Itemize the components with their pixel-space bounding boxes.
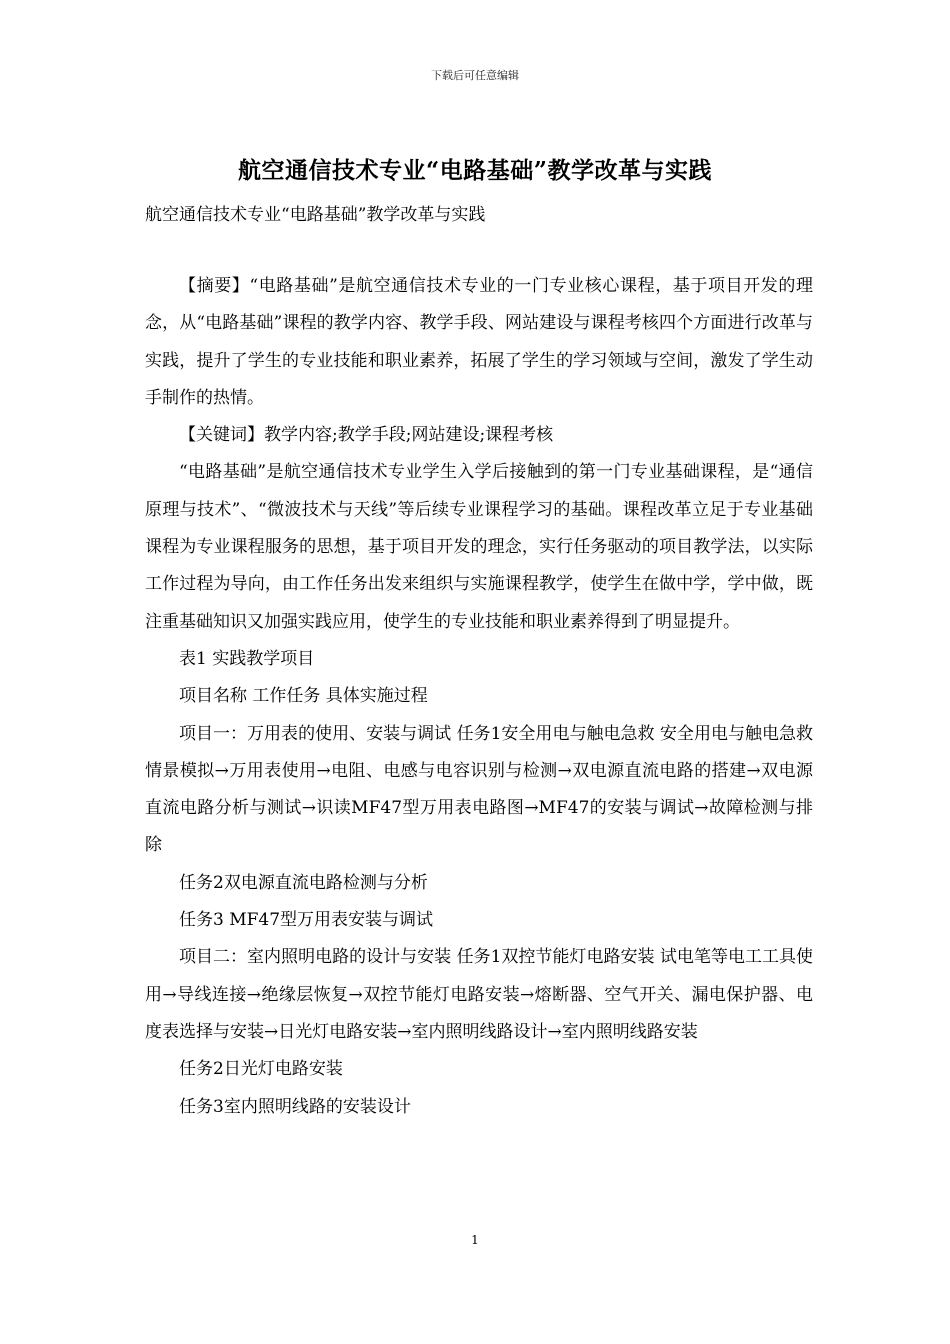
project-one-paragraph: 项目一：万用表的使用、安装与调试 任务1安全用电与触电急救 安全用电与触电急救情景模拟→万用表使用→电阻、电感与电容识别与检测→双电源直流电路的搭建→双电源直流电路分析与测试→识读MF47型万用表电路图→MF47的安装与调试→故障检测与排除: [145, 723, 813, 856]
intro-paragraph: “电路基础”是航空通信技术专业学生入学后接触到的第一门专业基础课程，是“通信原理与技术”、“微波技术与天线”等后续专业课程学习的基础。课程改革立足于专业基础课程为专业课程服务的思想，基于项目开发的理念，实行任务驱动的项目教学法，以实际工作过程为导向，由工作任务出发来组织与实施课程教学，使学生在做中学，学中做，既注重基础知识又加强实践应用，使学生的专业技能和职业素养得到了明显提升。: [145, 462, 813, 632]
table-header-row: 项目名称 工作任务 具体实施过程: [179, 686, 428, 707]
keywords-paragraph: 【关键词】教学内容;教学手段;网站建设;课程考核: [179, 425, 554, 446]
task-line: 任务2双电源直流电路检测与分析: [179, 872, 428, 893]
document-subtitle: 航空通信技术专业“电路基础”教学改革与实践: [145, 205, 486, 225]
document-title: 航空通信技术专业“电路基础”教学改革与实践: [238, 157, 712, 184]
page-number: 1: [471, 1233, 479, 1247]
document-body: [145, 268, 813, 1126]
table-caption: 表1 实践教学项目: [179, 648, 315, 669]
task-line: 任务3 MF47型万用表安装与调试: [179, 910, 434, 931]
project-two-paragraph: 项目二：室内照明电路的设计与安装 任务1双控节能灯电路安装 试电笔等电工工具使用→导线连接→绝缘层恢复→双控节能灯电路安装→熔断器、空气开关、漏电保护器、电度表选择与安装→日光灯电路安装→室内照明线路设计→室内照明线路安装: [145, 947, 813, 1042]
abstract-paragraph: 【摘要】“电路基础”是航空通信技术专业的一门专业核心课程，基于项目开发的理念，从“电路基础”课程的教学内容、教学手段、网站建设与课程考核四个方面进行改革与实践，提升了学生的专业技能和职业素养，拓展了学生的学习领域与空间，激发了学生动手制作的热情。: [145, 276, 813, 408]
task-line: 任务3室内照明线路的安装设计: [179, 1096, 411, 1117]
task-line: 任务2日光灯电路安装: [179, 1059, 343, 1080]
header-note: 下载后可任意编辑: [431, 69, 519, 82]
